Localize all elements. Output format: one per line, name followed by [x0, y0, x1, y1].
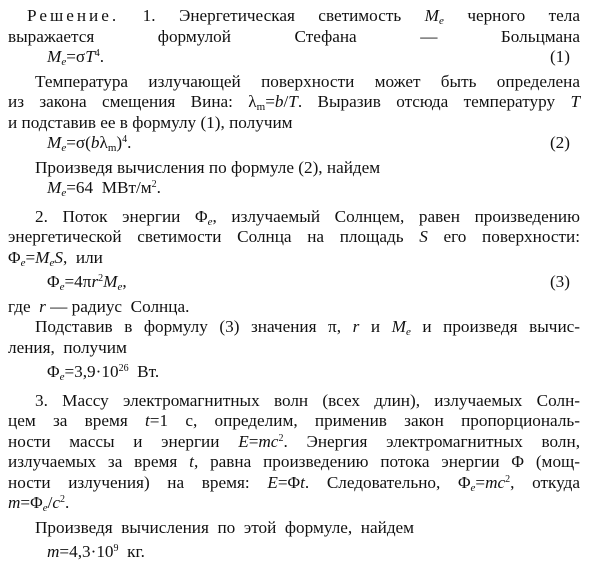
text-line: $\Phi_e=M_eS$, или	[8, 247, 103, 269]
text-line: Подставив в формулу (3) значения π, r и $M_e$ и произведя вычис-	[35, 317, 580, 338]
formula-1: $M_e=\sigma T^4$. (1)	[47, 47, 570, 68]
solution-heading: Решение.	[27, 6, 120, 25]
text-line: 2. Поток энергии $\Phi_e$, излучаемый Солнцем, равен произведению	[35, 206, 580, 228]
text-line: выражается формулой Стефана — Больцмана	[8, 26, 580, 46]
equation-number: (1)	[549, 47, 570, 66]
formula-2: $M_e=\sigma(b\lambda_m)^4$. (2)	[47, 133, 570, 154]
formula-4: $\Phi_e=4\pi r^2M_e$, (3)	[47, 272, 570, 293]
text-line: и подставив ее в формулу (1), получим	[8, 112, 293, 132]
text-line: излучаемых за время t, равна произведению потока энергии Φ (мощ-	[8, 452, 580, 471]
text-line: где r — радиус Солнца.	[8, 296, 190, 316]
text-line: цем за время t=1 с, определим, применив закон пропорциональ-	[8, 411, 580, 430]
text-line: Произведя вычисления по этой формуле, найдем	[35, 517, 415, 537]
text-line: Температура излучающей поверхности может быть определена	[35, 71, 580, 91]
text-line: 3. Массу электромагнитных волн (всех длин), излучаемых Солн-	[35, 390, 580, 410]
formula-3: $M_e=64$ МВт/$м^2$.	[47, 178, 161, 199]
formula-5: $\Phi_e=3,9\cdot 10^{26}$ Вт.	[47, 362, 160, 383]
text-line: Произведя вычисления по формуле (2), найдем	[35, 157, 381, 177]
formula-6: $m=4,3\cdot 10^9$ кг.	[47, 542, 145, 561]
text-line: ности излучения) на время: E=Φt. Следовательно, $\Phi_e=mc^2$, откуда	[8, 472, 580, 494]
text-line: из закона смещения Вина: $\lambda_m=b/T$. Выразив отсюда температуру T	[8, 92, 580, 113]
text-line: Решение. 1. Энергетическая светимость $M_e$ черного тела	[27, 6, 580, 27]
text-line: ления, получим	[8, 337, 127, 357]
text-line: $m=\Phi_e/c^2$.	[8, 493, 70, 514]
equation-number: (3)	[549, 272, 570, 291]
equation-number: (2)	[549, 133, 570, 152]
text-line: ности массы и энергии $E=mc^2$. Энергия электромагнитных волн,	[8, 431, 580, 451]
text-line: энергетической светимости Солнца на площадь S его поверхности:	[8, 227, 580, 246]
